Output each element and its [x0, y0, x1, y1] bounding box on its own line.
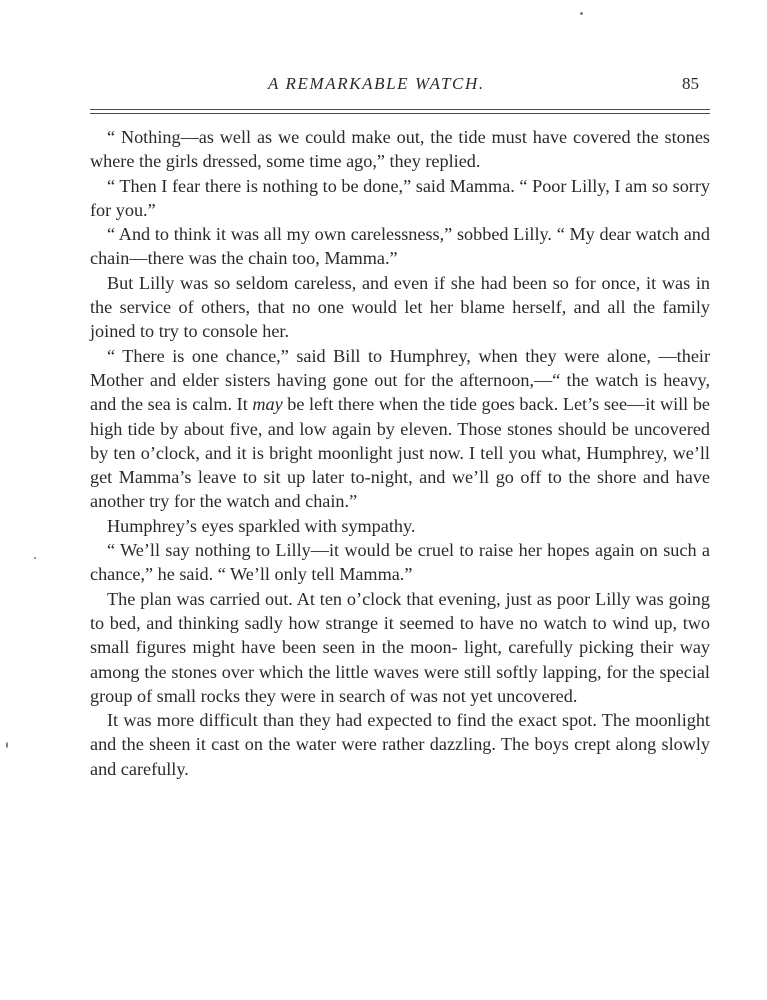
paper-speck	[34, 557, 36, 559]
header-rule-upper	[90, 109, 710, 110]
header-rule-lower	[90, 113, 710, 114]
emphasis: may	[252, 394, 283, 415]
body-text	[90, 125, 710, 781]
paragraph: “ Nothing—as well as we could make out, the tide must have covered the stones where the girls dressed, some time ago,” they replied.	[90, 127, 710, 172]
paragraph: It was more difficult than they had expected to find the exact spot. The moonlight and the sheen it cast on the water were rather dazzling. The boys crept along slowly and carefully.	[90, 710, 710, 779]
paragraph: Humphrey’s eyes sparkled with sympathy.	[107, 515, 416, 536]
running-title: A REMARKABLE WATCH.	[268, 74, 485, 93]
paragraph: But Lilly was so seldom careless, and even if she had been so for once, it was in the service of others, that no one would let her blame herself, and all the family joined to try to console her.	[90, 272, 710, 342]
paragraph: “ And to think it was all my own carelessness,” sobbed Lilly. “ My dear watch and chain—there was the chain too, Mamma.”	[90, 224, 710, 269]
page-number: 85	[682, 74, 699, 93]
paper-speck	[6, 742, 8, 748]
paper-speck	[580, 12, 583, 15]
running-head	[0, 74, 767, 98]
paragraph: “ We’ll say nothing to Lilly—it would be cruel to raise her hopes again on such a chance,” he said. “ We’ll only tell Mamma.”	[90, 540, 710, 585]
paragraph: The plan was carried out. At ten o’clock that evening, just as poor Lilly was going to bed, and thinking sadly how strange it seemed to have no watch to wind up, two small figures might have been seen in the moon- light, carefully picking their way among the stones over which the little waves were still softly lapping, for the special group of small rocks they were in search of was not yet uncovered.	[90, 588, 710, 706]
paragraph: “ There is one chance,” said Bill to Humphrey, when they were alone, —their Mother and elder sisters having gone out for the afternoon,—“ the watch is heavy, and the sea is calm. It may be left there when the tide goes back. Let’s see—it will be high tide by about five, and low again by eleven. Those stones should be uncovered by ten o’clock, and it is bright moonlight just now. I tell you what, Humphrey, we’ll get Mamma’s leave to sit up later to-night, and we’ll go off to the shore and have another try for the watch and chain.”	[90, 345, 710, 512]
paragraph: “ Then I fear there is nothing to be done,” said Mamma. “ Poor Lilly, I am so sorry for you.”	[90, 175, 710, 220]
